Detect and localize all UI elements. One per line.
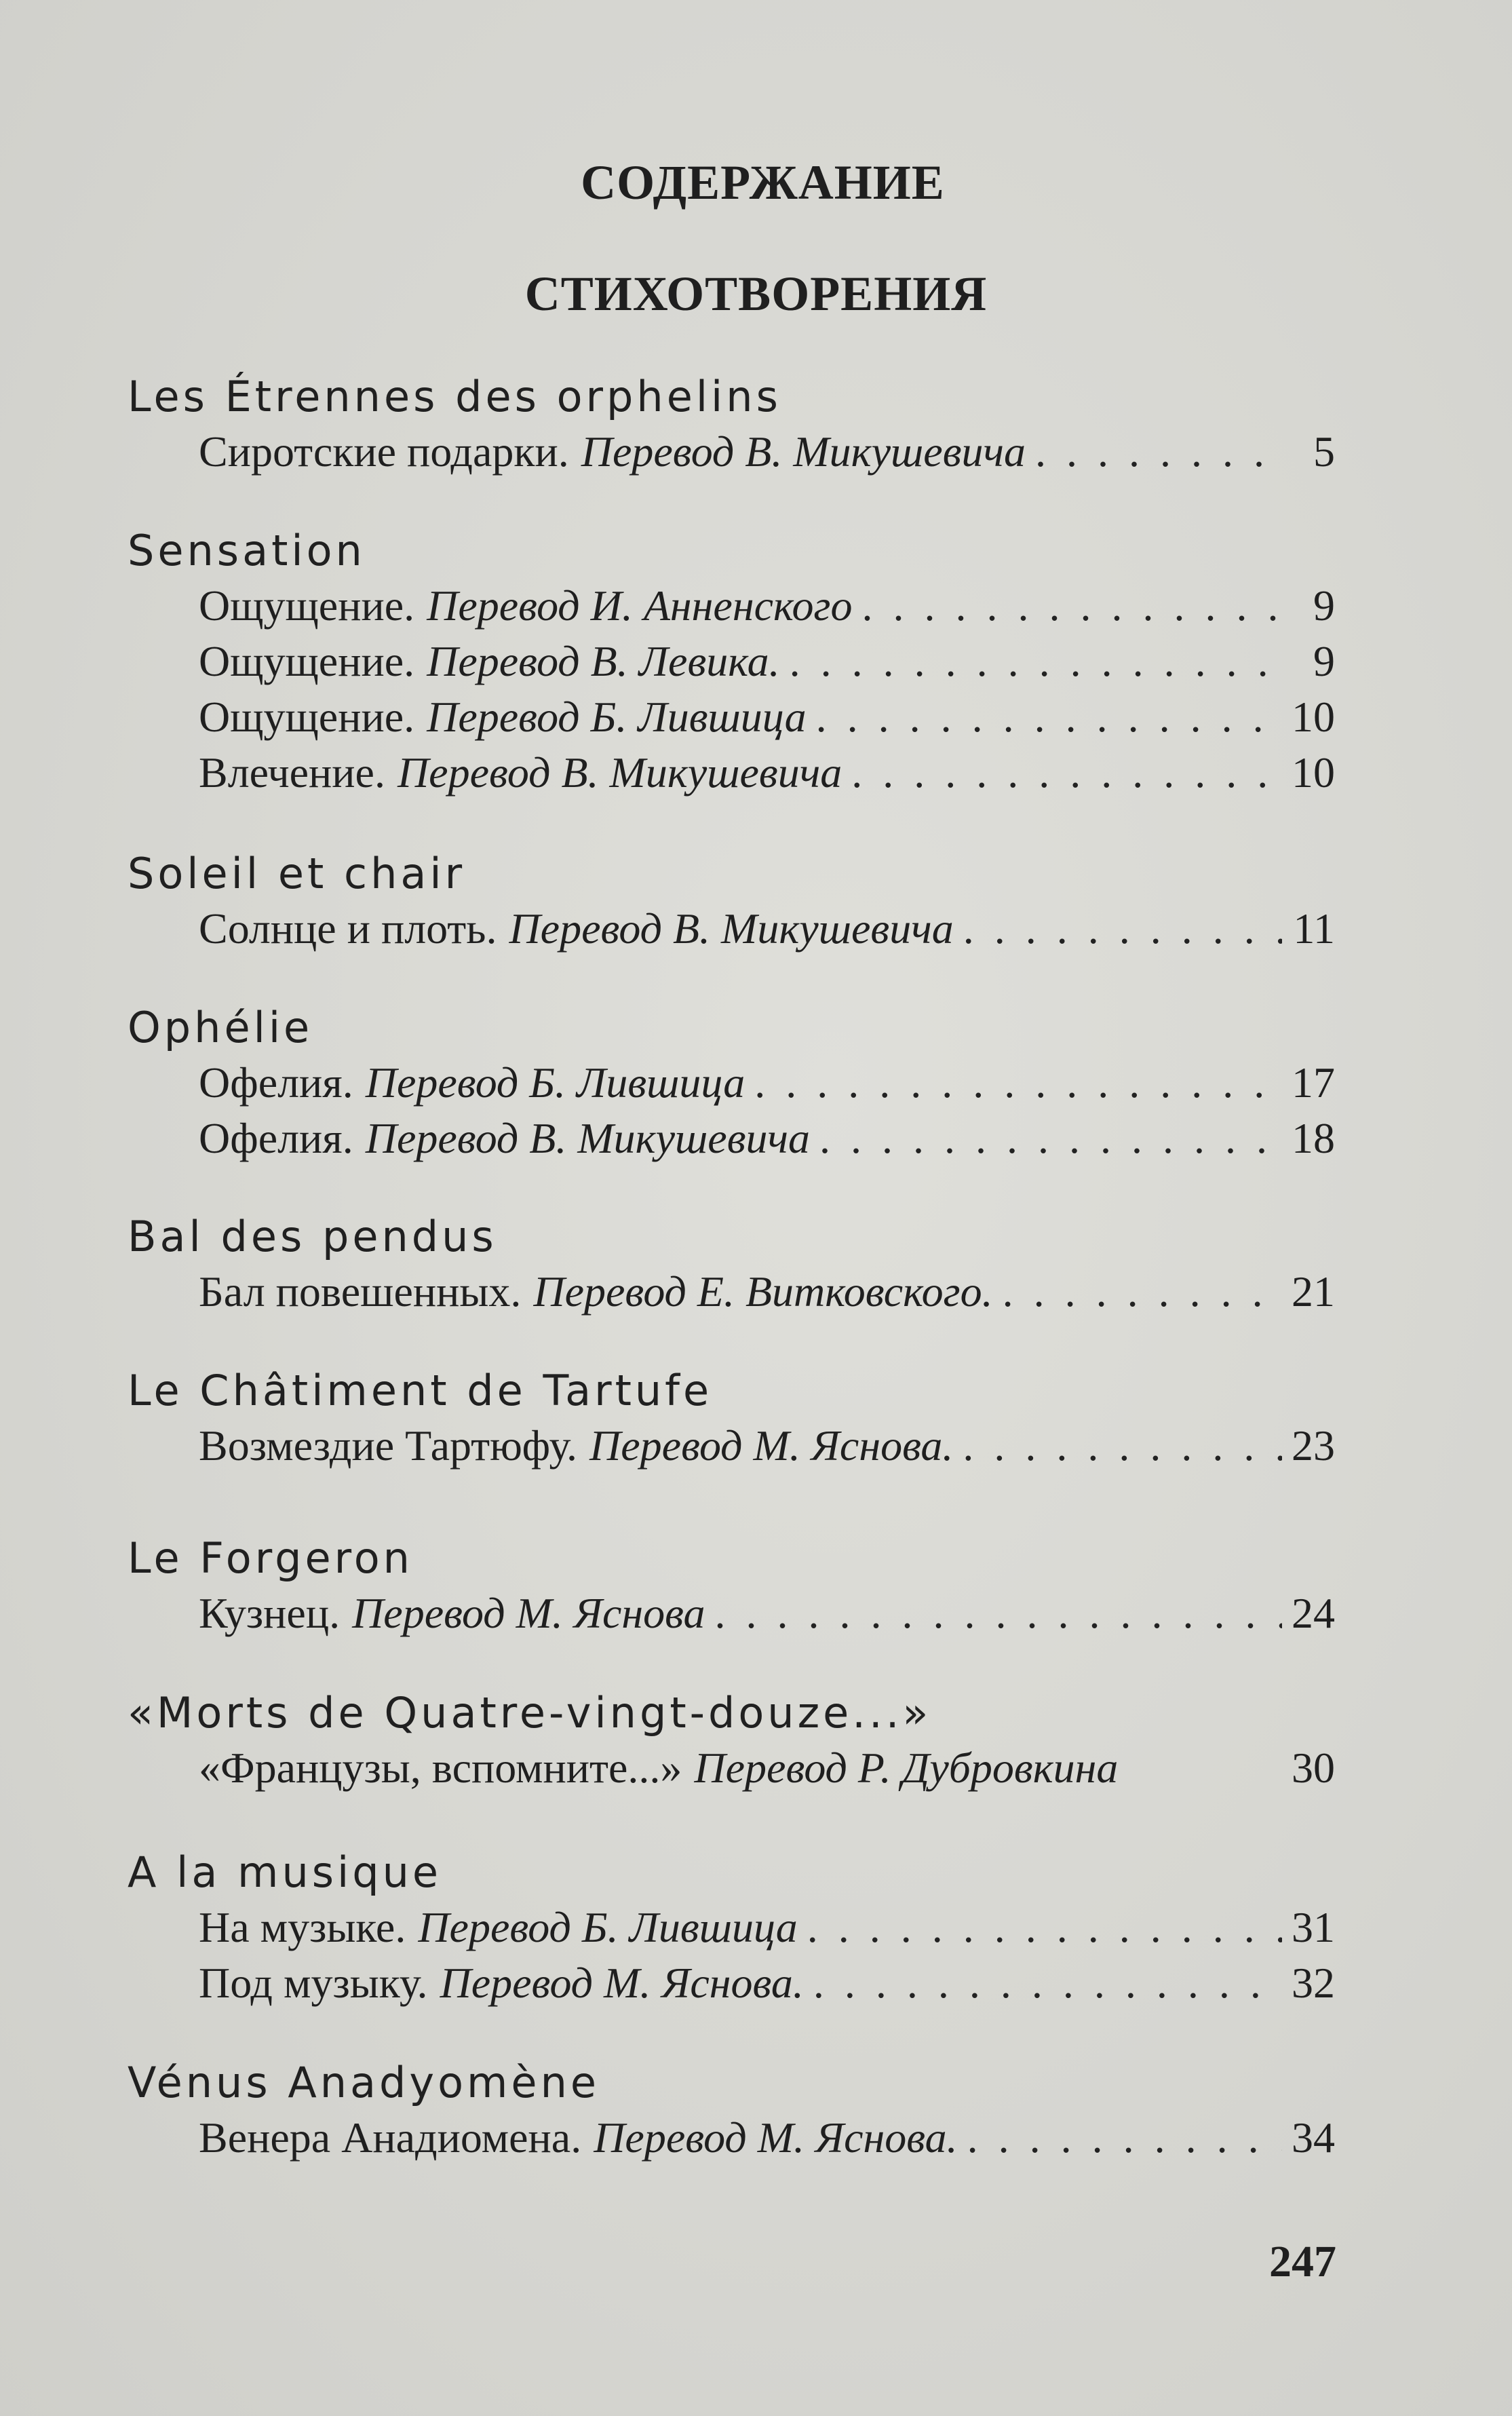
- russian-title: Влечение.: [199, 748, 385, 797]
- page-ref: 10: [1292, 748, 1335, 797]
- toc-entry: [199, 745, 1335, 801]
- translator: Перевод М. Яснова.: [589, 1421, 954, 1470]
- russian-title: Офелия.: [199, 1114, 353, 1162]
- toc-group: [128, 1364, 1335, 1474]
- russian-title: Сиротские подарки.: [199, 427, 569, 476]
- leader-dots: [804, 1955, 1282, 2011]
- russian-title: Под музыку.: [199, 1959, 428, 2007]
- russian-title: Венера Анадиомена.: [199, 2113, 582, 2162]
- page-ref: 24: [1292, 1589, 1335, 1637]
- french-poem-title: «Morts de Quatre-vingt-douze...»: [128, 1688, 932, 1738]
- translator: Перевод Е. Витковского.: [533, 1267, 993, 1316]
- leader-dots: [958, 2110, 1282, 2166]
- toc-entry: [199, 1055, 1335, 1111]
- translator: Перевод В. Микушевича: [365, 1114, 810, 1162]
- translator: Перевод Б. Лившица: [427, 693, 807, 741]
- page-ref: 11: [1293, 904, 1335, 953]
- leader-dots: [1026, 424, 1282, 480]
- toc-entry: [199, 578, 1335, 634]
- toc-entry: [199, 1955, 1335, 2011]
- toc-entry: [199, 634, 1335, 689]
- toc-entry: [199, 901, 1335, 957]
- page-ref: 10: [1292, 693, 1335, 741]
- french-poem-title: A la musique: [128, 1847, 442, 1897]
- french-poem-title: Les Étrennes des orphelins: [128, 372, 781, 421]
- translator: Перевод В. Микушевича: [397, 748, 842, 797]
- page-ref: 23: [1292, 1421, 1335, 1470]
- toc-group: [128, 1686, 1335, 1796]
- french-poem-title: Sensation: [128, 526, 366, 575]
- french-poem-title: Vénus Anadyomène: [128, 2058, 600, 2107]
- leader-dots: [705, 1586, 1282, 1641]
- translator: Перевод Р. Дубровкина: [694, 1744, 1119, 1792]
- leader-dots: [807, 689, 1282, 745]
- page-ref: 32: [1292, 1959, 1335, 2007]
- russian-title: Кузнец.: [199, 1589, 341, 1637]
- page-ref: 18: [1292, 1114, 1335, 1162]
- french-poem-title: Soleil et chair: [128, 849, 466, 898]
- russian-title: Офелия.: [199, 1058, 353, 1107]
- toc-entry: [199, 1418, 1335, 1474]
- section-heading: СТИХОТВОРЕНИЯ: [524, 267, 988, 321]
- page-ref: 17: [1292, 1058, 1335, 1107]
- contents-heading: СОДЕРЖАНИЕ: [581, 155, 945, 210]
- toc-entry: [199, 1586, 1335, 1641]
- page-ref: 9: [1313, 581, 1335, 630]
- toc-group: [128, 370, 1335, 480]
- page-number: 247: [1269, 2237, 1336, 2286]
- toc-entry: [199, 2110, 1335, 2166]
- translator: Перевод Б. Лившица: [365, 1058, 745, 1107]
- translator: Перевод Б. Лившица: [418, 1903, 798, 1951]
- toc-entry: [199, 424, 1335, 480]
- translator: Перевод В. Микушевича: [509, 904, 954, 953]
- french-poem-title: Le Châtiment de Tartufe: [128, 1366, 713, 1415]
- toc-group: [128, 847, 1335, 957]
- page-ref: 30: [1292, 1744, 1335, 1792]
- russian-title: Ощущение.: [199, 581, 415, 630]
- russian-title: Возмездие Тартюфу.: [199, 1421, 578, 1470]
- toc-entry: [199, 689, 1335, 745]
- leader-dots: [810, 1111, 1282, 1166]
- russian-title: Ощущение.: [199, 637, 415, 685]
- russian-title: Солнце и плоть.: [199, 904, 497, 953]
- leader-dots: [745, 1055, 1282, 1111]
- french-poem-title: Le Forgeron: [128, 1533, 413, 1583]
- russian-title: На музыке.: [199, 1903, 406, 1951]
- toc-entry: [199, 1111, 1335, 1166]
- translator: Перевод М. Яснова: [352, 1589, 705, 1637]
- page-ref: 9: [1313, 637, 1335, 685]
- page-ref: 5: [1313, 427, 1335, 476]
- toc-group: [128, 2056, 1335, 2166]
- russian-title: Бал повешенных.: [199, 1267, 522, 1316]
- leader-dots: [993, 1264, 1282, 1320]
- toc-entry: [199, 1264, 1335, 1320]
- russian-title: «Французы, вспомните...»: [199, 1744, 682, 1792]
- toc-group: [128, 1845, 1335, 2011]
- toc-entry: [199, 1740, 1335, 1796]
- leader-dots: [780, 634, 1282, 689]
- page-ref: 34: [1292, 2113, 1335, 2162]
- french-poem-title: Bal des pendus: [128, 1212, 497, 1261]
- translator: Перевод И. Анненского: [427, 581, 853, 630]
- translator: Перевод М. Яснова.: [440, 1959, 804, 2007]
- leader-dots: [953, 1418, 1282, 1474]
- leader-dots: [842, 745, 1282, 801]
- leader-dots: [852, 578, 1282, 634]
- russian-title: Ощущение.: [199, 693, 415, 741]
- leader-dots: [798, 1900, 1282, 1955]
- toc-group: [128, 524, 1335, 801]
- french-poem-title: Ophélie: [128, 1003, 313, 1052]
- toc-group: [128, 1210, 1335, 1320]
- page-ref: 31: [1292, 1903, 1335, 1951]
- page-ref: 21: [1292, 1267, 1335, 1316]
- toc-group: [128, 1001, 1335, 1166]
- translator: Перевод В. Левика.: [427, 637, 780, 685]
- toc-entry: [199, 1900, 1335, 1955]
- translator: Перевод В. Микушевича: [581, 427, 1026, 476]
- leader-dots: [954, 901, 1282, 957]
- translator: Перевод М. Яснова.: [594, 2113, 958, 2162]
- toc-group: [128, 1531, 1335, 1641]
